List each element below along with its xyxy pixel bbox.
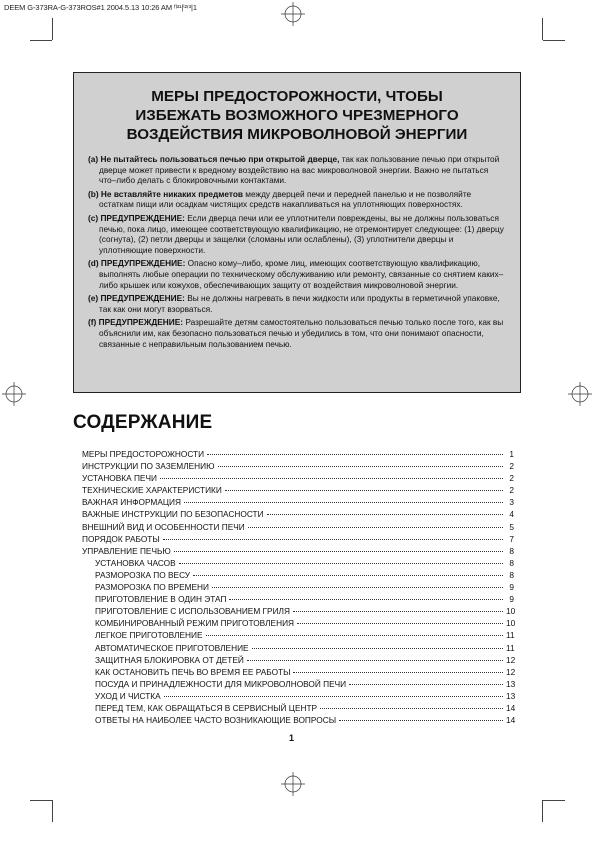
table-of-contents	[82, 448, 514, 726]
toc-entry-title: РАЗМОРОЗКА ПО ВРЕМЕНИ	[95, 582, 210, 593]
contents-heading: СОДЕРЖАНИЕ	[73, 412, 213, 433]
toc-entry[interactable]	[82, 460, 514, 472]
toc-entry[interactable]	[82, 496, 514, 508]
toc-entry-title: МЕРЫ ПРЕДОСТОРОЖНОСТИ	[82, 449, 205, 459]
warning-item-lead: ПРЕДУПРЕЖДЕНИЕ:	[100, 293, 185, 304]
toc-dot-leader	[193, 575, 503, 576]
warning-item	[88, 293, 506, 314]
warning-title	[88, 87, 506, 144]
warning-item-lead: Не пытайтесь пользоваться печью при открытой дверце,	[100, 154, 340, 164]
toc-entry-title: ЛЕГКОЕ ПРИГОТОВЛЕНИЕ	[95, 630, 203, 641]
toc-entry-title: ОТВЕТЫ НА НАИБОЛЕЕ ЧАСТО ВОЗНИКАЮЩИЕ ВОПРОСЫ	[95, 715, 337, 726]
crop-mark	[542, 18, 543, 40]
toc-dot-leader	[297, 623, 503, 624]
crop-mark	[543, 40, 565, 41]
toc-dot-leader	[248, 527, 503, 528]
toc-entry[interactable]	[82, 593, 514, 605]
warning-item-marker: (b)	[88, 188, 99, 199]
toc-entry-title: ИНСТРУКЦИИ ПО ЗАЗЕМЛЕНИЮ	[82, 461, 215, 472]
warning-item	[88, 189, 506, 210]
toc-entry-page: 9	[509, 582, 514, 593]
warning-item	[88, 258, 506, 290]
toc-entry-title: ВАЖНЫЕ ИНСТРУКЦИИ ПО БЕЗОПАСНОСТИ	[82, 509, 264, 520]
toc-dot-leader	[212, 587, 503, 588]
toc-entry-page: 11	[506, 642, 515, 653]
toc-entry-page: 12	[506, 654, 516, 665]
toc-entry-page: 14	[506, 702, 516, 713]
crop-mark	[52, 800, 53, 822]
toc-entry-page: 13	[506, 678, 516, 689]
safety-warning-box	[73, 72, 521, 393]
warning-item-text: Если дверца печи или ее уплотнители повреждены, вы не должны пользоваться печью, пока лицо, имеющее соответствующую квалификацию, не отремонтирует следующее: (1) дверцу (согнута), (2) петли дверцы и защелки (сломаны или ослаблены), (3) уплотнители дверцы и уплотняющие поверхности.	[99, 212, 504, 255]
toc-entry-title: КАК ОСТАНОВИТЬ ПЕЧЬ ВО ВРЕМЯ ЕЕ РАБОТЫ	[95, 666, 291, 677]
toc-entry[interactable]	[82, 484, 514, 496]
toc-entry[interactable]	[82, 472, 514, 484]
toc-entry-page: 3	[509, 497, 514, 508]
toc-entry[interactable]	[82, 642, 514, 654]
toc-dot-leader	[293, 672, 503, 673]
warning-item-lead: ПРЕДУПРЕЖДЕНИЕ:	[100, 212, 185, 223]
toc-entry-title: КОМБИНИРОВАННЫЙ РЕЖИМ ПРИГОТОВЛЕНИЯ	[95, 618, 295, 629]
toc-entry-page: 1	[509, 449, 514, 459]
toc-entry[interactable]	[82, 581, 514, 593]
crop-mark	[542, 800, 543, 822]
toc-dot-leader	[349, 684, 503, 685]
toc-dot-leader	[174, 551, 503, 552]
toc-entry[interactable]	[82, 605, 514, 617]
warning-item-marker: (f)	[88, 317, 97, 328]
toc-entry[interactable]	[82, 702, 514, 714]
toc-entry-title: ПОСУДА И ПРИНАДЛЕЖНОСТИ ДЛЯ МИКРОВОЛНОВОЙ ПЕЧИ	[95, 678, 347, 689]
toc-entry-title: УСТАНОВКА ЧАСОВ	[95, 557, 176, 568]
toc-entry-page: 2	[509, 461, 514, 472]
toc-dot-leader	[252, 648, 503, 649]
toc-entry[interactable]	[82, 569, 514, 581]
toc-entry[interactable]	[82, 521, 514, 533]
crop-mark	[543, 800, 565, 801]
toc-entry-title: ВАЖНАЯ ИНФОРМАЦИЯ	[82, 497, 181, 508]
page-number: 1	[289, 733, 295, 743]
toc-entry[interactable]	[82, 714, 514, 726]
toc-entry-page: 8	[509, 569, 514, 580]
toc-dot-leader	[225, 490, 503, 491]
warning-item-text: Разрешайте детям самостоятельно пользоваться печью только после того, как вы объяснили им, как безопасно пользоваться печью и убедились в том, что они понимают опасности, связанные с неправильным пользованием печью.	[99, 317, 504, 349]
warning-item	[88, 213, 506, 255]
warning-item-marker: (a)	[88, 154, 99, 164]
registration-mark-icon	[2, 382, 26, 406]
warning-item-lead: Не вставляйте никаких предметов	[100, 188, 243, 199]
toc-entry[interactable]	[82, 448, 514, 460]
warning-item-lead: ПРЕДУПРЕЖДЕНИЕ:	[100, 258, 186, 269]
toc-entry-title: УХОД И ЧИСТКА	[95, 690, 161, 701]
toc-dot-leader	[184, 502, 503, 503]
toc-dot-leader	[267, 514, 503, 515]
warning-item-lead: ПРЕДУПРЕЖДЕНИЕ:	[98, 317, 184, 328]
warning-items	[88, 154, 506, 349]
toc-entry[interactable]	[82, 508, 514, 520]
toc-entry-page: 4	[509, 509, 514, 520]
registration-mark-icon	[568, 382, 592, 406]
toc-dot-leader	[179, 563, 503, 564]
crop-mark	[30, 800, 52, 801]
toc-entry-title: ПРИГОТОВЛЕНИЕ С ИСПОЛЬЗОВАНИЕМ ГРИЛЯ	[95, 606, 290, 617]
toc-entry[interactable]	[82, 545, 514, 557]
toc-dot-leader	[163, 539, 503, 540]
toc-entry-page: 13	[506, 690, 516, 701]
toc-entry[interactable]	[82, 617, 514, 629]
warning-title-line: ИЗБЕЖАТЬ ВОЗМОЖНОГО ЧРЕЗМЕРНОГО	[135, 107, 459, 124]
toc-entry-title: РАЗМОРОЗКА ПО ВЕСУ	[95, 569, 191, 580]
toc-dot-leader	[229, 599, 503, 600]
toc-entry-page: 8	[509, 545, 514, 556]
warning-item-marker: (d)	[88, 258, 99, 269]
warning-item	[88, 154, 506, 186]
toc-dot-leader	[247, 660, 503, 661]
toc-dot-leader	[293, 611, 503, 612]
toc-dot-leader	[339, 720, 503, 721]
toc-entry[interactable]	[82, 654, 514, 666]
toc-entry-title: ПЕРЕД ТЕМ, КАК ОБРАЩАТЬСЯ В СЕРВИСНЫЙ ЦЕНТР	[95, 702, 318, 713]
registration-mark-icon	[281, 2, 305, 26]
toc-entry-page: 9	[509, 594, 514, 605]
toc-entry-page: 5	[509, 521, 514, 532]
warning-item-text: так как пользование печью при открытой дверце может привести к вредному воздействию на вас микроволновой энергии. Важно не пытаться что–либо делать с блокировочными контактами.	[99, 154, 500, 186]
toc-entry-page: 11	[506, 630, 515, 641]
toc-dot-leader	[160, 478, 503, 479]
toc-entry[interactable]	[82, 678, 514, 690]
warning-item-text: Вы не должны нагревать в печи жидкости или продукты в герметичной упаковке, так как они могут взорваться.	[99, 293, 500, 314]
warning-item-marker: (c)	[88, 212, 99, 223]
toc-dot-leader	[320, 708, 503, 709]
warning-item-marker: (e)	[88, 293, 99, 304]
toc-entry-title: АВТОМАТИЧЕСКОЕ ПРИГОТОВЛЕНИЕ	[95, 642, 249, 653]
toc-entry-page: 14	[506, 715, 516, 726]
toc-dot-leader	[207, 454, 503, 455]
toc-entry[interactable]	[82, 690, 514, 702]
warning-item	[88, 317, 506, 349]
toc-entry-page: 7	[509, 533, 514, 544]
toc-entry[interactable]	[82, 533, 514, 545]
warning-title-line: МЕРЫ ПРЕДОСТОРОЖНОСТИ, ЧТОБЫ	[151, 88, 443, 105]
warning-item-text: Опасно кому–либо, кроме лиц, имеющих соответствующую квалификацию, выполнять любые операции по техническому обслуживанию или ремонту, связанные со снятием каких–либо крышек или кожухов, обеспечивающих защиту от воздействия микроволновой энергии.	[99, 258, 504, 290]
crop-mark	[52, 18, 53, 40]
toc-entry-title: ТЕХНИЧЕСКИЕ ХАРАКТЕРИСТИКИ	[82, 485, 222, 496]
print-header-line: DEEM G-373RA-G-373ROS#1 2004.5.13 10:26 AM ᶠˡ³¹|ⁱ²ʳ³|1	[4, 3, 197, 12]
toc-entry-page: 10	[506, 618, 516, 629]
warning-item-text: между дверцей печи и передней панелью и не позволяйте остаткам пищи или осадкам чистящих средств накапливаться на уплотняющих поверхностях.	[99, 188, 472, 210]
toc-entry-title: УПРАВЛЕНИЕ ПЕЧЬЮ	[82, 545, 171, 556]
toc-entry[interactable]	[82, 629, 514, 641]
registration-mark-icon	[281, 772, 305, 796]
toc-entry[interactable]	[82, 666, 514, 678]
toc-dot-leader	[164, 696, 503, 697]
toc-entry[interactable]	[82, 557, 514, 569]
crop-mark	[30, 40, 52, 41]
toc-entry-page: 10	[506, 606, 516, 617]
toc-entry-title: ПОРЯДОК РАБОТЫ	[82, 533, 160, 544]
toc-entry-page: 8	[509, 557, 514, 568]
toc-entry-title: ВНЕШНИЙ ВИД И ОСОБЕННОСТИ ПЕЧИ	[82, 521, 245, 532]
toc-entry-title: ЗАЩИТНАЯ БЛОКИРОВКА ОТ ДЕТЕЙ	[95, 654, 244, 665]
toc-dot-leader	[218, 466, 503, 467]
toc-entry-page: 2	[509, 485, 514, 496]
toc-entry-title: УСТАНОВКА ПЕЧИ	[82, 473, 157, 484]
toc-entry-title: ПРИГОТОВЛЕНИЕ В ОДИН ЭТАП	[95, 594, 227, 605]
warning-title-line: ВОЗДЕЙСТВИЯ МИКРОВОЛНОВОЙ ЭНЕРГИИ	[126, 126, 468, 143]
toc-entry-page: 2	[509, 473, 514, 484]
toc-dot-leader	[206, 635, 503, 636]
toc-entry-page: 12	[506, 666, 516, 677]
